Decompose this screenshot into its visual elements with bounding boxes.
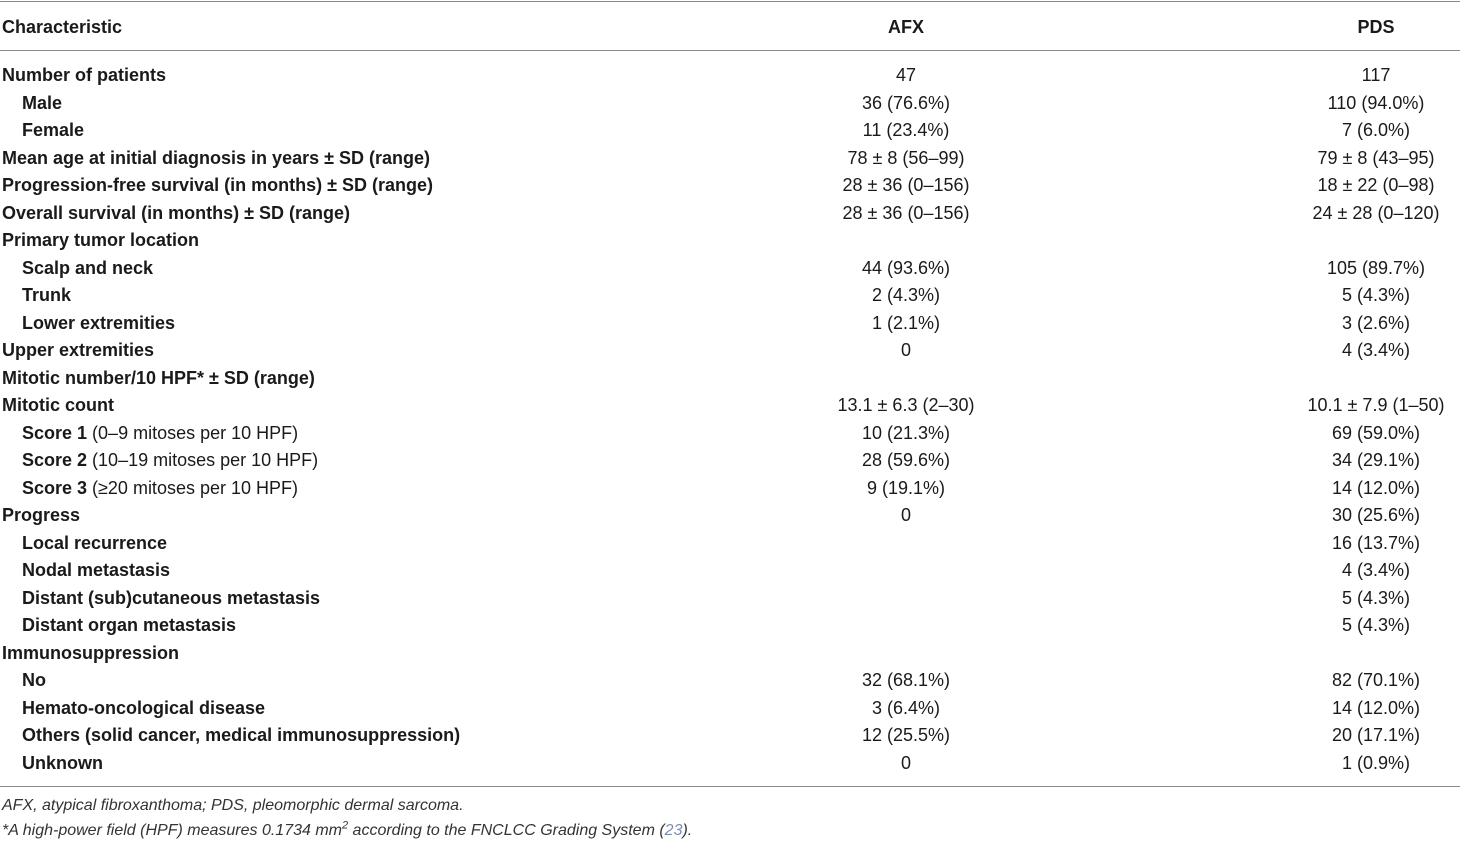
pds-value: 105 (89.7%) <box>1326 257 1426 278</box>
row-label-text: Distant (sub)cutaneous metastasis <box>22 587 321 608</box>
row-label-text: Progress <box>2 505 81 525</box>
header-characteristic: Characteristic <box>2 17 123 37</box>
table-row <box>0 475 1460 503</box>
row-label-text: Distant organ metastasis <box>22 615 237 635</box>
row-label <box>22 255 153 283</box>
pds-value: 7 (6.0%) <box>1341 120 1411 140</box>
top-rule <box>0 1 1460 2</box>
row-label <box>22 667 46 695</box>
table-row <box>0 227 1460 255</box>
afx-value: 44 (93.6%) <box>861 257 951 278</box>
row-label <box>22 282 71 310</box>
afx-value: 2 (4.3%) <box>871 285 941 305</box>
table-row <box>0 420 1460 448</box>
reference-link[interactable]: 23 <box>664 822 683 839</box>
row-label-text: Male <box>22 92 63 113</box>
row-label <box>22 420 298 448</box>
row-label-text: Local recurrence <box>22 532 168 553</box>
pds-value: 5 (4.3%) <box>1341 587 1411 608</box>
table-row <box>0 585 1460 613</box>
row-label <box>22 612 236 640</box>
table-row <box>0 62 1460 90</box>
table-row <box>0 337 1460 365</box>
row-label-text: No <box>22 670 46 690</box>
table-row <box>0 117 1460 145</box>
afx-value: 28 ± 36 (0–156) <box>842 175 970 195</box>
row-label-text: Unknown <box>22 752 103 773</box>
row-label <box>22 475 298 503</box>
footnote-hpf-superscript: 2 <box>341 819 349 832</box>
header-afx: AFX <box>888 17 924 37</box>
row-label-text: Upper extremities <box>2 340 155 360</box>
row-label <box>22 722 460 750</box>
row-label <box>2 640 179 668</box>
afx-value: 1 (2.1%) <box>871 312 941 333</box>
row-label-text: Overall survival (in months) ± SD (range) <box>2 202 350 223</box>
afx-value: 28 ± 36 (0–156) <box>842 202 970 223</box>
table-row <box>0 310 1460 338</box>
row-label-text: Score 3 <box>22 477 88 498</box>
afx-value: 28 (59.6%) <box>861 450 951 470</box>
table-body <box>0 62 1460 777</box>
footnote-hpf <box>2 820 692 842</box>
bottom-rule <box>0 786 1460 787</box>
row-label-note: (≥20 mitoses per 10 HPF) <box>87 477 298 498</box>
table-row <box>0 502 1460 530</box>
table-row <box>0 640 1460 668</box>
row-label <box>22 557 170 585</box>
header-rule <box>0 50 1460 51</box>
row-label-text: Score 2 <box>22 450 88 470</box>
afx-value: 0 <box>900 505 911 525</box>
pds-value: 79 ± 8 (43–95) <box>1317 147 1435 168</box>
table-row <box>0 612 1460 640</box>
afx-value: 9 (19.1%) <box>866 477 946 498</box>
footnote-abbreviations: AFX, atypical fibroxanthoma; PDS, pleomorphic dermal sarcoma. <box>2 797 464 814</box>
row-label-text: Mean age at initial diagnosis in years ± SD (range) <box>2 147 430 168</box>
table-row <box>0 695 1460 723</box>
afx-value: 32 (68.1%) <box>861 670 951 690</box>
pds-value: 82 (70.1%) <box>1331 670 1421 690</box>
footnote-hpf-text: *A high-power field (HPF) measures 0.1734 mm <box>2 822 342 839</box>
pds-value: 14 (12.0%) <box>1331 477 1421 498</box>
row-label-text: Primary tumor location <box>2 230 200 250</box>
row-label-text: Nodal metastasis <box>22 560 171 580</box>
row-label-text: Immunosuppression <box>2 642 180 663</box>
table-row <box>0 392 1460 420</box>
row-label <box>22 117 84 145</box>
afx-value: 47 <box>895 65 917 85</box>
afx-value: 0 <box>900 340 911 360</box>
afx-value: 0 <box>900 752 911 773</box>
table-row <box>0 722 1460 750</box>
row-label-text: Trunk <box>22 285 72 305</box>
row-label-text: Others (solid cancer, medical immunosuppression) <box>22 725 461 745</box>
row-label <box>2 502 80 530</box>
row-label-text: Progression-free survival (in months) ± SD (range) <box>2 175 433 195</box>
table-row <box>0 447 1460 475</box>
pds-value: 5 (4.3%) <box>1341 615 1411 635</box>
pds-value: 30 (25.6%) <box>1331 505 1421 525</box>
row-label <box>22 447 318 475</box>
row-label <box>2 227 199 255</box>
row-label <box>22 695 265 723</box>
afx-value: 13.1 ± 6.3 (2–30) <box>837 395 975 415</box>
table-row <box>0 557 1460 585</box>
table-row <box>0 667 1460 695</box>
afx-value: 11 (23.4%) <box>862 120 950 140</box>
row-label-text: Female <box>22 120 85 140</box>
pds-value: 3 (2.6%) <box>1341 312 1411 333</box>
row-label-text: Hemato-oncological disease <box>22 697 266 718</box>
row-label-text: Score 1 <box>22 422 88 443</box>
row-label <box>2 337 154 365</box>
header-pds: PDS <box>1357 17 1395 37</box>
row-label-note: (0–9 mitoses per 10 HPF) <box>87 422 299 443</box>
row-label <box>22 310 175 338</box>
row-label-text: Mitotic number/10 HPF* ± SD (range) <box>2 367 315 388</box>
pds-value: 1 (0.9%) <box>1341 752 1411 773</box>
pds-value: 5 (4.3%) <box>1341 285 1411 305</box>
pds-value: 14 (12.0%) <box>1331 697 1421 718</box>
row-label <box>22 530 167 558</box>
pds-value: 34 (29.1%) <box>1331 450 1421 470</box>
table-row <box>0 255 1460 283</box>
table-row <box>0 172 1460 200</box>
row-label-text: Number of patients <box>2 65 167 85</box>
table-row <box>0 90 1460 118</box>
row-label <box>2 200 350 228</box>
footnote-hpf-end: ). <box>682 822 693 839</box>
pds-value: 20 (17.1%) <box>1331 725 1421 745</box>
pds-value: 110 (94.0%) <box>1327 92 1425 113</box>
table-row <box>0 365 1460 393</box>
row-label <box>22 750 103 778</box>
pds-value: 4 (3.4%) <box>1341 340 1411 360</box>
table-row <box>0 282 1460 310</box>
row-label-text: Scalp and neck <box>22 257 154 278</box>
row-label <box>2 392 114 420</box>
pds-value: 69 (59.0%) <box>1331 422 1421 443</box>
table-row <box>0 530 1460 558</box>
row-label <box>2 365 315 393</box>
row-label <box>22 90 62 118</box>
afx-value: 78 ± 8 (56–99) <box>847 147 965 168</box>
pds-value: 24 ± 28 (0–120) <box>1312 202 1440 223</box>
row-label <box>2 62 166 90</box>
afx-value: 12 (25.5%) <box>861 725 951 745</box>
pds-value: 16 (13.7%) <box>1331 532 1421 553</box>
afx-value: 10 (21.3%) <box>861 422 951 443</box>
row-label <box>2 145 430 173</box>
pds-value: 18 ± 22 (0–98) <box>1317 175 1435 195</box>
table-row <box>0 750 1460 778</box>
row-label-text: Mitotic count <box>2 395 114 415</box>
table-row <box>0 200 1460 228</box>
pds-value: 10.1 ± 7.9 (1–50) <box>1307 395 1445 415</box>
row-label-text: Lower extremities <box>22 312 176 333</box>
footnote-hpf-text-2: according to the FNCLCC Grading System ( <box>348 822 665 839</box>
pds-value: 4 (3.4%) <box>1341 560 1411 580</box>
afx-value: 36 (76.6%) <box>861 92 951 113</box>
afx-value: 3 (6.4%) <box>871 697 941 718</box>
row-label-note: (10–19 mitoses per 10 HPF) <box>87 450 319 470</box>
table-row <box>0 145 1460 173</box>
row-label <box>22 585 320 613</box>
pds-value: 117 <box>1361 65 1391 85</box>
row-label <box>2 172 433 200</box>
